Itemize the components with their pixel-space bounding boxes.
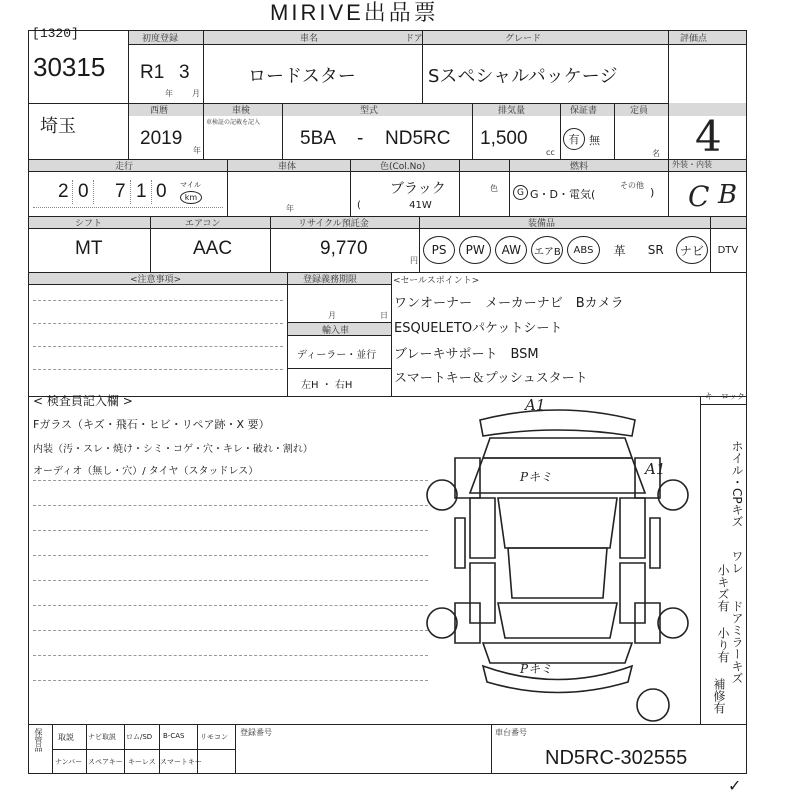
equipment-item: PS — [423, 236, 455, 264]
inspector-line-3: オーディオ（無し・穴）/ タイヤ（スタッドレス） — [33, 466, 259, 477]
hdr-grade: グレード — [505, 34, 542, 44]
hdr-fuel: 燃料 — [570, 162, 589, 172]
hdr-import: 輸入車 — [322, 326, 350, 336]
mileage-digit-3: 7 — [115, 181, 126, 202]
sales-point-3: ブレーキサポート BSM — [394, 347, 539, 362]
hdr-chassis-no: 車台番号 — [495, 728, 527, 737]
lot-number: 30315 — [33, 52, 106, 82]
sales-point-4: スマートキー＆プッシュスタート — [394, 371, 588, 386]
exterior-grade: B — [718, 180, 738, 210]
inspector-line-1: Fガラス（キズ・飛石・ヒビ・リペア跡・X 要） — [33, 418, 270, 431]
equipment-item: DTV — [717, 244, 739, 256]
hdr-aircon: エアコン — [185, 219, 221, 229]
mark-right: A1 — [645, 460, 666, 478]
displacement-unit: cc — [546, 148, 555, 157]
mark-front: A1 — [525, 396, 546, 414]
reg-day-label: 日 — [380, 311, 388, 320]
model-year: 2019 — [140, 128, 183, 149]
mileage-unit-mile: マイル — [180, 181, 201, 189]
header-band-row2 — [128, 103, 746, 116]
right-note-2: ワレ — [730, 550, 744, 574]
fuel-g-circled: G — [513, 185, 528, 200]
inspector-header: < 検査員記入欄 > — [33, 394, 133, 408]
first-reg-month: 3 — [179, 62, 190, 83]
color-label: 色 — [490, 184, 498, 193]
keep-item-2: ナビ取説 — [88, 733, 116, 741]
equipment-item: ナビ — [676, 236, 708, 264]
hdr-equipment: 装備品 — [528, 219, 556, 229]
score-value: 4 — [695, 112, 722, 161]
fuel-close: ) — [650, 186, 655, 199]
import-handle: 左H ・ 右H — [301, 380, 353, 391]
aircon-value: AAC — [193, 238, 233, 259]
equipment-item: SR — [647, 243, 664, 257]
color-code: ( 41W — [357, 200, 432, 211]
year-label-color: 年 — [286, 204, 294, 213]
right-note-6: 補修有 — [712, 678, 726, 714]
hdr-reg-no: 登録番号 — [240, 728, 272, 737]
color-name: ブラック — [390, 181, 446, 197]
first-reg-year-unit: 年 — [165, 89, 173, 98]
hdr-interior-exterior: 外装・内装 — [672, 160, 712, 169]
keep-item-5: リモコン — [200, 733, 228, 741]
mark-rear: Pキミ — [520, 662, 553, 676]
header-band-row4 — [29, 216, 746, 228]
right-note-5: 小り有 — [716, 627, 730, 663]
hdr-keep: 保管品 — [34, 728, 43, 752]
keep-item-6: ナンバー — [55, 758, 83, 766]
import-dealer: ディーラー・並行 — [297, 350, 377, 361]
first-reg-era: R1 — [140, 62, 165, 83]
type-prefix: 5BA — [300, 128, 336, 149]
equipment-item: ABS — [567, 236, 599, 264]
capacity-unit: 名 — [652, 149, 660, 158]
keep-item-4: B-CAS — [163, 732, 185, 740]
interior-grade: C — [688, 180, 710, 213]
reg-month-label: 月 — [328, 311, 336, 320]
hdr-score: 評価点 — [680, 34, 708, 44]
hdr-notes: <注意事項> — [130, 275, 182, 285]
type-dash: - — [357, 128, 364, 149]
keep-item-8: キーレス — [128, 758, 156, 766]
hdr-warranty: 保証書 — [570, 106, 598, 116]
fuel-other: その他 — [620, 181, 644, 190]
equipment-list — [421, 232, 746, 268]
displacement: 1,500 — [480, 128, 528, 149]
warranty-yes-circled: 有 — [563, 128, 585, 150]
shift-value: MT — [75, 238, 103, 259]
hdr-type: 型式 — [360, 106, 379, 116]
hdr-exterior-color: 車体 — [278, 162, 297, 172]
sales-point-1: ワンオーナー メーカーナビ Bカメラ — [394, 296, 624, 311]
mileage-unit-km-circled: km — [180, 191, 202, 204]
recycle-value: 9,770 — [320, 238, 368, 259]
hdr-model-year: 西暦 — [150, 106, 169, 116]
type-code: ND5RC — [385, 128, 451, 149]
form-title: MIRIVE出品票 — [270, 0, 439, 25]
car-name: ロードスター — [248, 66, 356, 87]
header-band-row1 — [128, 31, 746, 44]
hdr-color-no: 色(Col.No) — [380, 162, 426, 172]
keep-item-1: 取説 — [58, 733, 74, 742]
hdr-shift: シフト — [75, 219, 103, 229]
mileage-digit-1: 2 — [58, 181, 69, 202]
equipment-item: 革 — [613, 243, 626, 258]
car-damage-diagram — [420, 398, 695, 723]
hdr-inspection: 車検 — [232, 106, 251, 116]
grade: Sスペシャルパッケージ — [428, 66, 618, 87]
hdr-capacity: 定員 — [630, 106, 649, 116]
chassis-number: ND5RC-302555 — [545, 747, 688, 769]
hdr-displacement: 排気量 — [498, 106, 526, 116]
first-reg-month-unit: 月 — [192, 89, 200, 98]
hdr-key-lock: キーロック — [705, 392, 745, 401]
hdr-first-reg: 初度登録 — [142, 34, 179, 44]
hdr-recycle: リサイクル預託金 — [298, 219, 369, 229]
recycle-unit: 円 — [410, 256, 418, 265]
mileage-digit-5: 0 — [156, 181, 167, 202]
hdr-sales-points: <セールスポイント> — [393, 276, 480, 286]
inspector-line-2: 内装（汚・スレ・焼け・シミ・コゲ・穴・キレ・破れ・割れ） — [33, 444, 313, 455]
warranty-no: 無 — [589, 134, 600, 147]
keep-item-7: スペアキー — [88, 758, 123, 766]
check-mark: ✓ — [728, 776, 742, 795]
equipment-item: PW — [459, 236, 491, 264]
hdr-inspection-sub: 車検証の記載を記入 — [206, 119, 261, 126]
hdr-mileage: 走行 — [115, 162, 134, 172]
hdr-door: ドア — [405, 34, 423, 44]
lot-tag: [1320] — [32, 26, 79, 41]
equipment-item: AW — [495, 236, 527, 264]
sales-point-2: ESQUELETOパケットシート — [394, 321, 563, 336]
region: 埼玉 — [40, 116, 76, 137]
right-note-1: ホイル・CPキズ — [730, 440, 744, 528]
fuel-options: G・D・電気( — [530, 188, 596, 201]
hdr-car-name: 車名 — [300, 34, 319, 44]
mark-hood: Pキミ — [520, 470, 553, 484]
equipment-item: エアB — [531, 236, 563, 264]
right-note-4: 小キズ有 — [716, 564, 730, 612]
keep-item-9: スマートキー — [160, 758, 202, 766]
mileage-digit-4: 1 — [136, 181, 147, 202]
right-note-3: ドアミラーキズ — [730, 600, 744, 684]
hdr-reg-expiry: 登録義務期限 — [303, 275, 358, 285]
keep-item-3: ロム/SD — [126, 733, 153, 741]
model-year-unit: 年 — [193, 146, 201, 155]
mileage-digit-2: 0 — [78, 181, 89, 202]
